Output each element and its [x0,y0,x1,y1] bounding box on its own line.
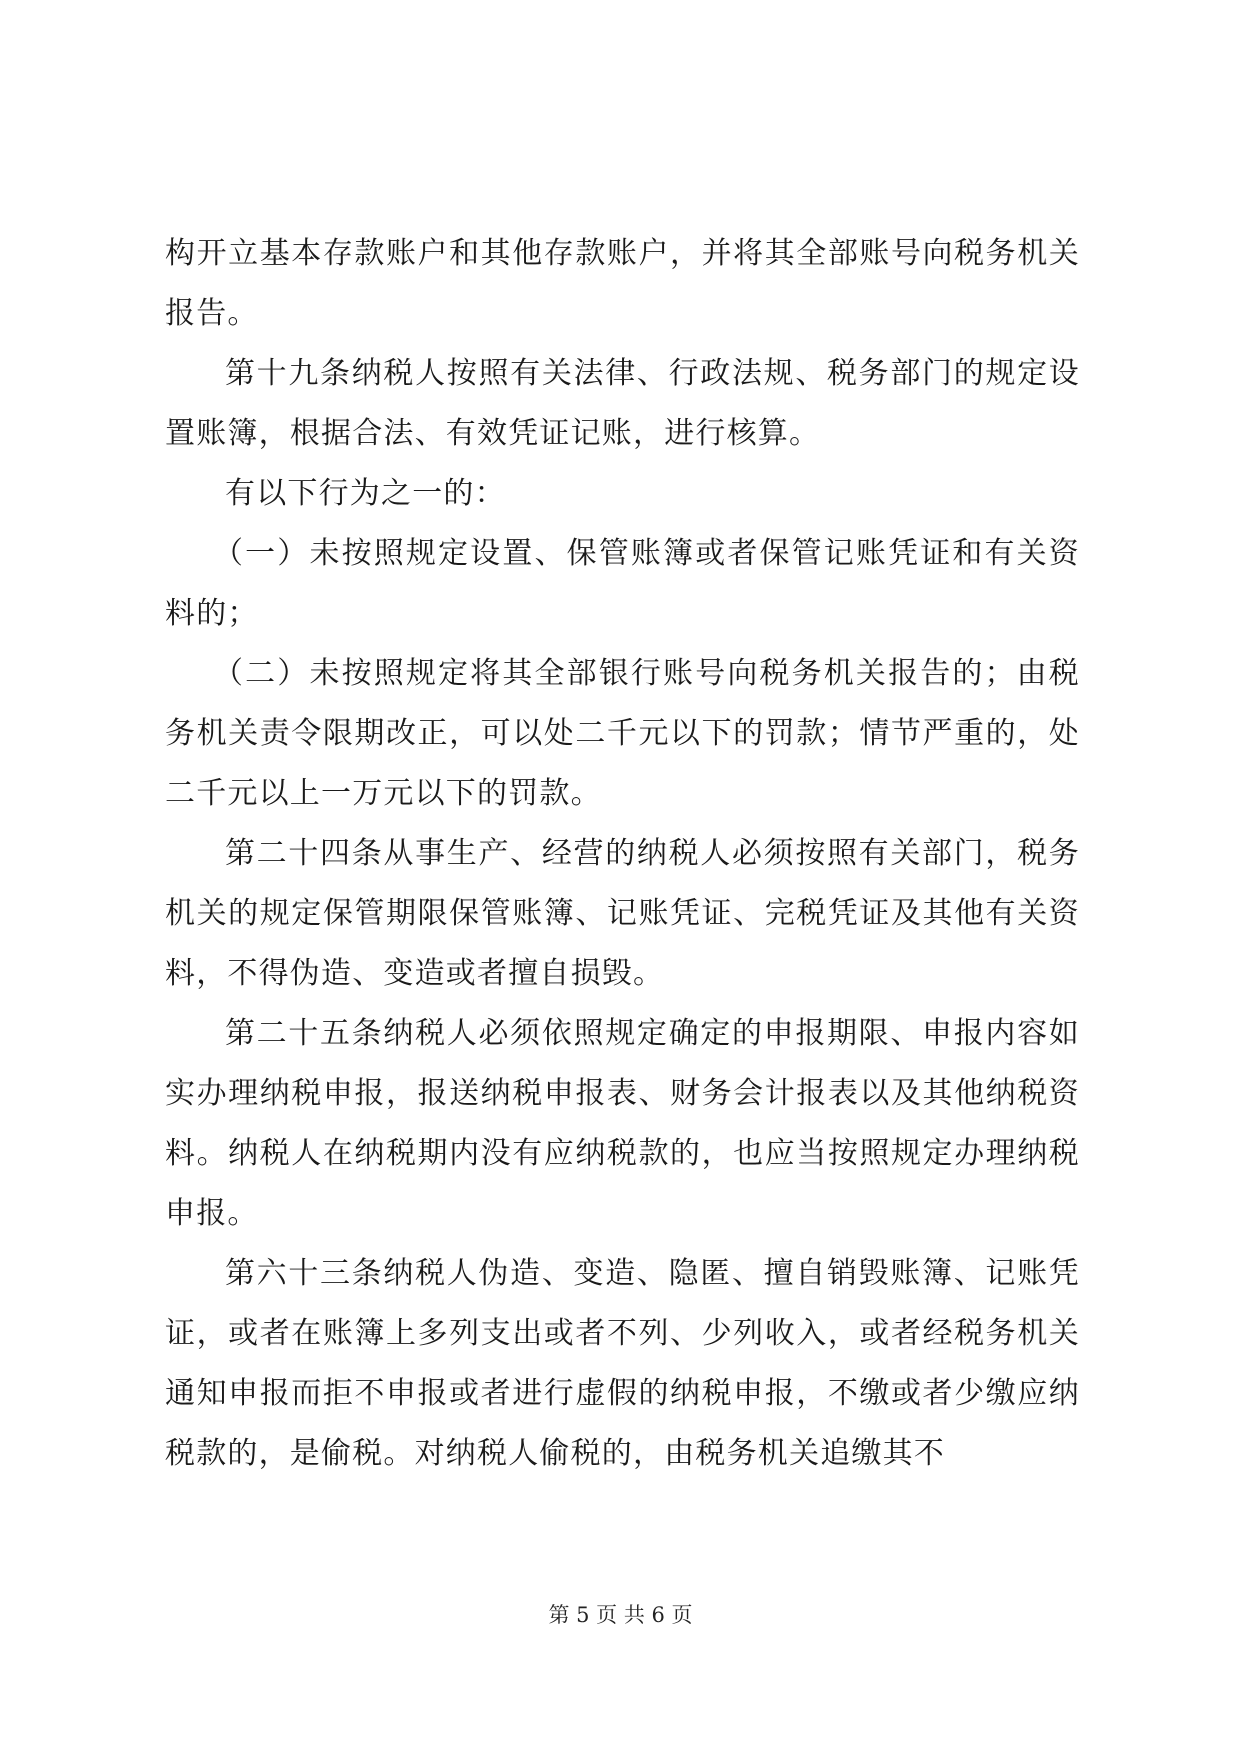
paragraph-article-19: 第十九条纳税人按照有关法律、行政法规、税务部门的规定设置账簿，根据合法、有效凭证记账，进行核算。 [165,356,1080,451]
paragraph-continuation: 构开立基本存款账户和其他存款账户，并将其全部账号向税务机关报告。 [165,236,1080,331]
paragraph-item-1: （一）未按照规定设置、保管账簿或者保管记账凭证和有关资料的； [165,536,1080,631]
paragraph-article-63: 第六十三条纳税人伪造、变造、隐匿、擅自销毁账簿、记账凭证，或者在账簿上多列支出或者不列、少列收入，或者经税务机关通知申报而拒不申报或者进行虚假的纳税申报，不缴或者少缴应纳税款的，是偷税。对纳税人偷税的，由税务机关追缴其不 [165,1256,1080,1471]
paragraph-article-24: 第二十四条从事生产、经营的纳税人必须按照有关部门，税务机关的规定保管期限保管账簿、记账凭证、完税凭证及其他有关资料，不得伪造、变造或者擅自损毁。 [165,836,1080,991]
paragraph-article-25: 第二十五条纳税人必须依照规定确定的申报期限、申报内容如实办理纳税申报，报送纳税申报表、财务会计报表以及其他纳税资料。纳税人在纳税期内没有应纳税款的，也应当按照规定办理纳税申报。 [165,1016,1080,1231]
paragraph-intro-list: 有以下行为之一的： [225,476,506,511]
paragraph-item-2: （二）未按照规定将其全部银行账号向税务机关报告的；由税务机关责令限期改正，可以处二千元以下的罚款；情节严重的，处二千元以上一万元以下的罚款。 [165,656,1080,811]
page-number-footer: 第 5 页 共 6 页 [548,1603,693,1627]
document-body [165,224,1080,1484]
